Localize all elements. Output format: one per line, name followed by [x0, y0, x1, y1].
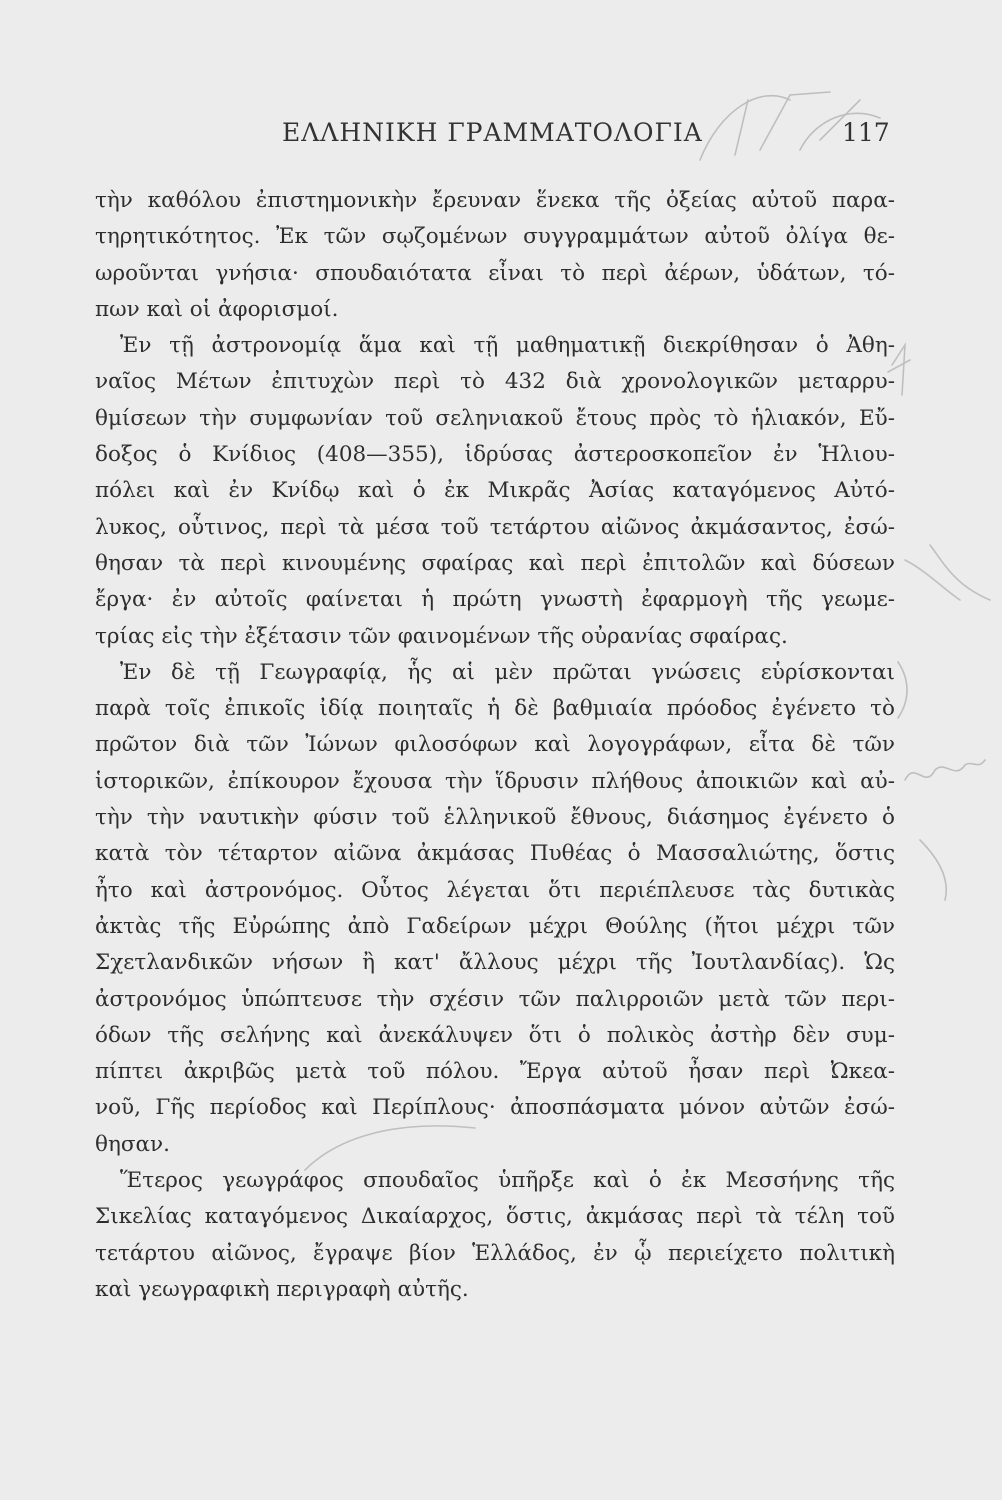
running-title: ΕΛΛΗΝΙΚΗ ΓΡΑΜΜΑΤΟΛΟΓΙΑ: [282, 118, 703, 147]
text-line: θησαν.: [95, 1131, 170, 1157]
text-line: πίπτει ἀκριβῶς μετὰ τοῦ πόλου. Ἔργα αὐτοῦ ἦσαν περὶ Ὠκεα-: [95, 1059, 895, 1085]
text-line: τὴν καθόλου ἐπιστημονικὴν ἔρευναν ἕνεκα τῆς ὀξείας αὐτοῦ παρα-: [95, 188, 895, 213]
text-line: Ἐν δὲ τῇ Γεωγραφίᾳ, ἧς αἱ μὲν πρῶται γνώσεις εὑρίσκονται: [120, 659, 895, 685]
pencil-margin-bracket: [898, 662, 907, 718]
text-line: θησαν τὰ περὶ κινουμένης σφαίρας καὶ περὶ ἐπιτολῶν καὶ δύσεων: [95, 550, 895, 576]
text-line: ωροῦνται γνήσια· σπουδαιότατα εἶναι τὸ περὶ ἀέρων, ὑδάτων, τό-: [95, 260, 895, 286]
text-line: τηρητικότητος. Ἐκ τῶν σῳζομένων συγγραμμάτων αὐτοῦ ὀλίγα θε-: [95, 224, 895, 250]
text-line: ἀκτὰς τῆς Εὐρώπης ἀπὸ Γαδείρων μέχρι Θούλης (ἤτοι μέχρι τῶν: [95, 913, 895, 939]
pencil-margin-scribble-3: [920, 840, 946, 900]
text-line: δοξος ὁ Κνίδιος (408—355), ἱδρύσας ἀστεροσκοπεῖον ἐν Ἡλιου-: [95, 442, 895, 468]
text-line: πόλει καὶ ἐν Κνίδῳ καὶ ὁ ἐκ Μικρᾶς Ἀσίας καταγόμενος Αὐτό-: [95, 478, 895, 504]
text-line: ἀστρονόμος ὑπώπτευσε τὴν σχέσιν τῶν παλιρροιῶν μετὰ τῶν περι-: [95, 986, 895, 1012]
pencil-margin-scribble-2: [905, 545, 990, 600]
text-line: Σικελίας καταγόμενος Δικαίαρχος, ὅστις, ἀκμάσας περὶ τὰ τέλη τοῦ: [95, 1204, 895, 1230]
text-line: νοῦ, Γῆς περίοδος καὶ Περίπλους· ἀποσπάσματα μόνον αὐτῶν ἐσώ-: [95, 1095, 895, 1121]
paragraph-2: [95, 328, 895, 655]
text-line: ἦτο καὶ ἀστρονόμος. Οὗτος λέγεται ὅτι περιέπλευσε τὰς δυτικὰς: [95, 877, 895, 903]
page-header: [0, 118, 1002, 158]
text-line: ἱστορικῶν, ἐπίκουρον ἔχουσα τὴν ἵδρυσιν πλήθους ἀποικιῶν καὶ αὐ-: [95, 768, 895, 794]
pencil-margin-word: [905, 760, 985, 780]
text-line: τρίας εἰς τὴν ἐξέτασιν τῶν φαινομένων τῆς οὐρανίας σφαίρας.: [95, 623, 788, 649]
text-line: τετάρτου αἰῶνος, ἔγραψε βίον Ἑλλάδος, ἐν ᾧ περιείχετο πολιτικὴ: [95, 1240, 895, 1266]
text-line: τὴν τὴν ναυτικὴν φύσιν τοῦ ἑλληνικοῦ ἔθνους, διάσημος ἐγένετο ὁ: [95, 805, 895, 831]
text-line: Σχετλανδικῶν νήσων ἢ κατ' ἄλλους μέχρι τῆς Ἰουτλανδίας). Ὡς: [95, 950, 895, 976]
text-line: όδων τῆς σελήνης καὶ ἀνεκάλυψεν ὅτι ὁ πολικὸς ἀστὴρ δὲν συμ-: [95, 1022, 895, 1048]
text-line: πων καὶ οἱ ἀφορισμοί.: [95, 296, 339, 322]
text-line: Ἐν τῇ ἀστρονομίᾳ ἅμα καὶ τῇ μαθηματικῇ διεκρίθησαν ὁ Ἀθη-: [120, 333, 895, 359]
text-line: πρῶτον διὰ τῶν Ἰώνων φιλοσόφων καὶ λογογράφων, εἶτα δὲ τῶν: [95, 732, 895, 758]
text-line: λυκος, οὗτινος, περὶ τὰ μέσα τοῦ τετάρτου αἰῶνος ἀκμάσαντος, ἐσώ-: [95, 514, 895, 540]
page-number: 117: [842, 118, 890, 147]
paragraph-1: [95, 183, 895, 328]
text-line: θμίσεων τὴν συμφωνίαν τοῦ σεληνιακοῦ ἔτους πρὸς τὸ ἡλιακόν, Εὔ-: [95, 405, 895, 431]
text-line: Ἕτερος γεωγράφος σπουδαῖος ὑπῆρξε καὶ ὁ ἐκ Μεσσήνης τῆς: [120, 1168, 895, 1194]
text-line: κατὰ τὸν τέταρτον αἰῶνα ἀκμάσας Πυθέας ὁ Μασσαλιώτης, ὅστις: [95, 841, 895, 867]
text-line: ναῖος Μέτων ἐπιτυχὼν περὶ τὸ 432 διὰ χρονολογικῶν μεταρρυ-: [95, 369, 895, 395]
body-text: [95, 183, 895, 1308]
text-line: ἔργα· ἐν αὐτοῖς φαίνεται ἡ πρώτη γνωστὴ ἐφαρμογὴ τῆς γεωμε-: [95, 587, 895, 613]
paragraph-4: [95, 1163, 895, 1308]
text-line: καὶ γεωγραφικὴ περιγραφὴ αὐτῆς.: [95, 1276, 469, 1302]
paragraph-3: [95, 655, 895, 1163]
text-line: παρὰ τοῖς ἐπικοῖς ἰδίᾳ ποιηταῖς ἡ δὲ βαθμιαία πρόοδος ἐγένετο τὸ: [95, 696, 895, 722]
